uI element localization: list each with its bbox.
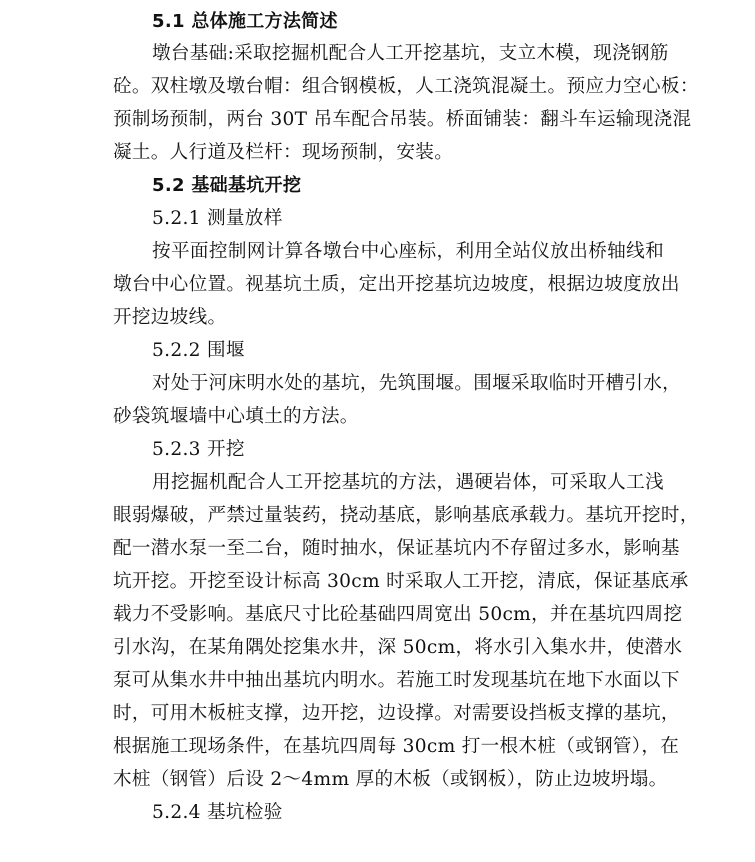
paragraph-foundation-line-4: 凝土。人行道及栏杆：现场预制，安装。 — [113, 142, 454, 163]
paragraph-cofferdam-line-1: 对处于河床明水处的基坑，先筑围堰。围堰采取临时开槽引水， — [152, 373, 682, 394]
heading-5-2-3: 5.2.3 开挖 — [152, 439, 245, 460]
paragraph-foundation-line-2: 砼。双柱墩及墩台帽：组合钢模板，人工浇筑混凝土。预应力空心板： — [113, 76, 699, 97]
paragraph-excavation-line-3: 配一潜水泵一至二台，随时抽水，保证基坑内不存留过多水，影响基 — [113, 538, 680, 559]
paragraph-excavation-line-4: 坑开挖。开挖至设计标高 30cm 时采取人工开挖，清底，保证基底承 — [113, 571, 689, 592]
heading-5-2-4: 5.2.4 基坑检验 — [152, 802, 283, 823]
paragraph-excavation-line-8: 时，可用木板桩支撑，边开挖，边设撑。对需要设挡板支撑的基坑， — [113, 703, 680, 724]
paragraph-excavation-line-6: 引水沟，在某角隅处挖集水井，深 50cm，将水引入集水井，使潜水 — [113, 637, 683, 658]
paragraph-excavation-line-10: 木桩（钢管）后设 2～4mm 厚的木板（或钢板），防止边坡坍塌。 — [113, 769, 668, 790]
heading-5-2-2: 5.2.2 围堰 — [152, 340, 245, 361]
paragraph-excavation-line-9: 根据施工现场条件，在基坑四周每 30cm 打一根木桩（或钢管），在 — [113, 736, 680, 757]
paragraph-survey-line-2: 墩台中心位置。视基坑土质，定出开挖基坑边坡度，根据边坡度放出 — [113, 274, 680, 295]
paragraph-excavation-line-7: 泵可从集水井中抽出基坑内明水。若施工时发现基坑在地下水面以下 — [113, 670, 680, 691]
heading-5-1: 5.1 总体施工方法简述 — [152, 11, 338, 32]
heading-5-2: 5.2 基础基坑开挖 — [152, 175, 302, 196]
paragraph-excavation-line-2: 眼弱爆破，严禁过量装药，挠动基底，影响基底承载力。基坑开挖时， — [113, 505, 699, 526]
paragraph-cofferdam-line-2: 砂袋筑堰墙中心填土的方法。 — [113, 406, 359, 427]
paragraph-excavation-line-5: 载力不受影响。基底尺寸比砼基础四周宽出 50cm，并在基坑四周挖 — [113, 604, 683, 625]
paragraph-excavation-line-1: 用挖掘机配合人工开挖基坑的方法，遇硬岩体，可采取人工浅 — [152, 472, 664, 493]
paragraph-survey-line-3: 开挖边坡线。 — [113, 307, 227, 328]
paragraph-foundation-line-3: 预制场预制，两台 30T 吊车配合吊装。桥面铺装：翻斗车运输现浇混 — [113, 109, 692, 130]
heading-5-2-1: 5.2.1 测量放样 — [152, 208, 283, 229]
paragraph-foundation-line-1: 墩台基础:采取挖掘机配合人工开挖基坑，支立木模，现浇钢筋 — [152, 43, 669, 64]
paragraph-survey-line-1: 按平面控制网计算各墩台中心座标，利用全站仪放出桥轴线和 — [152, 241, 664, 262]
